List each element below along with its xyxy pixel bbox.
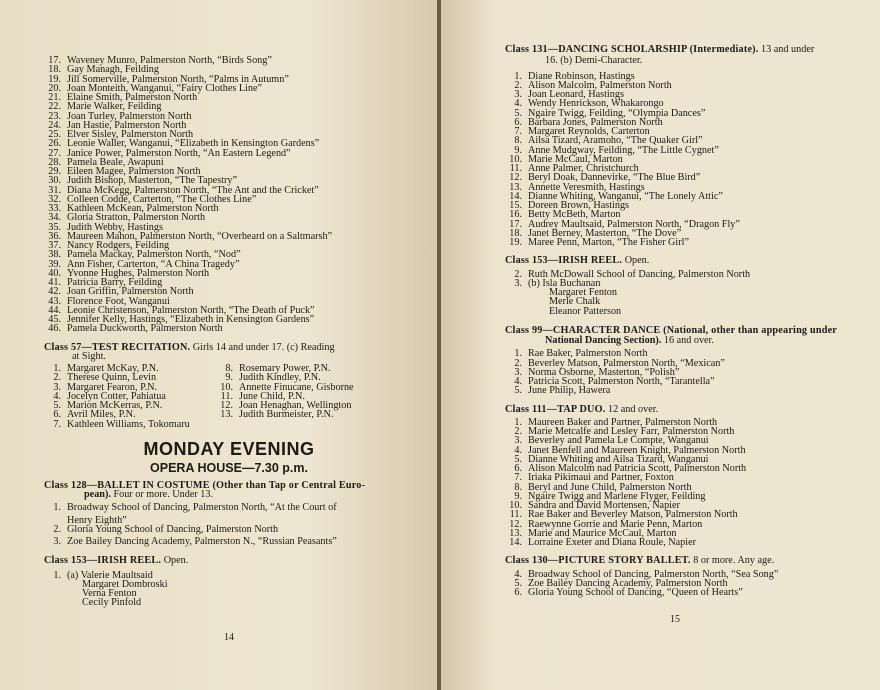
entry-number: 21. [48,92,61,103]
entry-text: Pamela Duckworth, Palmerston North [67,323,223,335]
class-57-col1 [44,364,216,429]
entry-number: 29. [48,166,61,177]
entry-number: 25. [48,129,61,140]
entry-text: Joan Turley, Palmerston North [67,110,192,122]
entry-number: 30. [48,175,61,187]
entry-text: Patricia Scott, Palmerston North, “Tarantella” [528,376,715,387]
class-111-list [505,418,875,548]
sub-entrant: Margaret Dombroski [82,578,168,590]
entry-number: 1. [514,348,522,360]
right-column [505,45,875,597]
entry-text: Gloria Young School of Dancing, “Queen of Hearts” [528,587,743,598]
entry-number: 1. [53,363,61,374]
entry-number: 31. [48,184,61,196]
entry-text: Leonie Christenson, Palmerston North, “The Death of Puck” [67,304,315,316]
class-153-title: Class 153—IRISH REEL. [44,555,162,567]
entry-number: 34. [48,212,61,224]
entry-number: 28. [48,156,61,168]
list-item [44,420,216,429]
entry-number: 12. [509,518,522,530]
entry-number: 3. [53,381,61,393]
class-131-desc2: 16. (b) Demi-Character. [545,55,643,67]
sub-entrant: Margaret Fenton [549,287,617,298]
entry-text: Joan Griffin, Palmerston North [67,286,194,298]
entry-text: Marie Walker, Feilding [67,101,162,113]
entry-text: Joan Henaghan, Wellington [239,400,352,411]
entry-number: 18. [48,64,61,76]
entry-number: 13. [509,181,522,193]
entry-number: 5. [53,400,61,411]
entry-text: Colleen Codde, Carterton, “The Clothes Line” [67,193,257,205]
entry-text: Marion McKerras, P.N. [67,400,163,411]
entry-text: Marie and Maurice McCaul, Marton [528,527,677,539]
entry-number: 5. [514,453,522,465]
entry-text: Zoe Bailey Dancing Academy, Palmerston N., “Russian Peasants” [67,536,337,547]
entry-text: Judith Kindley, P.N. [239,372,321,384]
entry-text: Broadway School of Dancing, Palmerston North, “At the Court of [67,502,337,514]
class-57-title: Class 57—TEST RECITATION. [44,341,191,353]
list-item [44,503,414,512]
entry-number: 10. [509,153,522,165]
entry-number: 20. [48,82,61,94]
entry-text: Janice Power, Palmerston North, “An Eastern Legend” [67,147,291,159]
entry-text: Norma Osborne, Masterton, “Polish” [528,366,680,378]
class-99-list [505,349,875,395]
list-item [44,537,414,546]
entry-text: Ruth McDowall School of Dancing, Palmerston North [528,268,751,280]
class-131-list [505,72,875,248]
entry-number: 4. [514,376,522,387]
entry-number: 6. [514,587,522,598]
entry-number: 11. [509,509,522,521]
entry-text: Yvonne Hughes, Palmerston North [67,267,210,279]
entry-number: 13. [509,527,522,539]
left-column [44,56,414,608]
entry-text: Dianne Whiting and Ailsa Tizard, Wanganui [528,453,709,465]
sub-entrant: Verna Fenton [82,588,137,599]
entry-text: Margaret Reynolds, Carterton [528,126,650,137]
entry-number: 32. [48,193,61,205]
entry-number: 2. [53,372,61,384]
entry-number: 3. [514,277,522,289]
entry-text: Iriaka Pikimaui and Partner, Foxton [528,472,674,484]
entry-text: Jan Hastie, Palmerston North [67,119,187,131]
entry-text: Beverley Matson, Palmerston North, “Mexican” [528,357,725,369]
entry-number: 12. [220,400,233,411]
entry-text: Lorraine Exeter and Diana Roule, Napier [528,537,697,548]
class-99-desc: 16 and over. [661,335,714,346]
class-111-title: Class 111—TAP DUO. [505,403,606,415]
class-128-list [44,503,414,546]
class-153-subs [44,580,414,608]
entry-text: Diane Robinson, Hastings [528,70,635,82]
entry-text: June Philip, Hawera [528,385,611,397]
entry-number: 6. [53,409,61,421]
entry-text: Janet Berney, Masterton, “The Dove” [528,227,682,239]
entry-number: 16. [509,209,522,221]
entry-text: Gloria Young School of Dancing, Palmerston North [67,523,279,535]
class-57-desc2: at Sight. [72,350,106,362]
entry-text: Anne Mudgway, Feilding, “The Little Cygnet” [528,144,719,156]
entry-text: Florence Foot, Wanganui [67,295,170,307]
class-130-title: Class 130—PICTURE STORY BALLET. [505,555,691,567]
entry-text: Therese Quinn, Levin [67,372,157,384]
entry-text: Alison Malcolm nad Patricia Scott, Palmerston North [528,463,747,474]
entry-number: 19. [48,73,61,85]
entry-text: Elaine Smith, Palmerston North [67,92,198,103]
entry-number: 42. [48,286,61,298]
entry-number: 5. [514,107,522,119]
entry-number: 3. [53,536,61,547]
entry-number: 3. [514,435,522,447]
entry-text: Judith Bishop, Masterton, “The Tapestry” [67,175,237,187]
entry-number: 41. [48,277,61,288]
entry-number: 36. [48,230,61,242]
entry-text: Diana McKegg, Palmerston North, “The Ant and the Cricket” [67,184,319,196]
class-130-header [505,556,875,565]
entry-text: Joan Leonard, Hastings [528,89,624,100]
entry-text: Rae Baker and Beverley Matson, Palmerston North [528,509,738,521]
class-57-col2 [216,364,354,429]
entry-text: Ailsa Tizard, Aramoho, “The Quaker Girl” [528,135,703,147]
entry-text: Zoe Bailey Dancing Academy, Palmerston North [528,577,728,589]
entry-number: 35. [48,221,61,233]
entry-text: Annette Finucane, Gisborne [239,381,354,393]
entry-number: 7. [53,418,61,430]
list-item [216,410,354,419]
entry-text: Doreen Brown, Hastings [528,200,630,211]
class-99-header2 [505,336,875,345]
entry-text: Judith Burmeister, P.N. [239,409,334,421]
class-131-desc: 13 and under [758,44,815,55]
entry-number: 9. [514,144,522,156]
entry-text: Rosemary Power, P.N. [239,363,331,374]
entry-text: Pamela Mackay, Palmerston North, “Nod” [67,249,241,261]
entry-number: 7. [514,126,522,137]
list-item [505,538,875,547]
entry-number: 8. [514,481,522,493]
entry-text: Elver Sisley, Palmerston North [67,129,194,140]
entry-number: 12. [509,172,522,184]
entry-number: 9. [225,372,233,384]
entry-number: 5. [514,385,522,397]
entry-text: Kathleen Williams, Tokomaru [67,418,190,430]
entry-number: 6. [514,116,522,128]
entry-text: Broadway School of Dancing, Palmerston North, “Sea Song” [528,568,779,580]
entry-number: 39. [48,258,61,270]
entry-number: 27. [48,147,61,159]
entry-number: 45. [48,314,61,325]
entry-text: Joan Monteith, Wanganui, “Fairy Clothes Line” [67,82,263,94]
entry-text: Anne Palmer, Christchurch [528,163,639,174]
entry-text: Ngaire Twigg and Marlene Flyger, Feilding [528,490,706,502]
entry-number: 10. [509,500,522,511]
entry-text: Beryl Doak, Dannevirke, “The Blue Bird” [528,172,701,184]
entry-text: Maureen Baker and Partner, Palmerston North [528,416,718,428]
sub-entrant: Eleanor Patterson [549,305,622,317]
entry-number: 19. [509,237,522,248]
entry-text: Wendy Henrickson, Whakarongo [528,98,664,110]
entry-text: Eileen Magee, Palmerston North [67,166,201,177]
entry-text: Jocelyn Cotter, Pahiatua [67,390,166,402]
class-131-header [505,45,875,54]
sub-entrant: Merle Chalk [549,296,601,308]
entry-text: Alison Malcolm, Palmerston North [528,79,672,91]
entry-number: 40. [48,267,61,279]
entrant-list [44,56,414,334]
page-number: 14 [224,632,234,643]
entry-number: 18. [509,227,522,239]
entry-number: 3. [514,89,522,100]
class-130-list [505,570,875,598]
entry-text: Ngaire Twigg, Feilding, “Olympia Dances” [528,107,706,119]
entry-text: Dianne Whiting, Wanganui, “The Lonely Attic” [528,190,723,202]
class-99-header [505,326,875,335]
entry-text: Marie McCaul, Marton [528,153,623,165]
entry-number: 24. [48,119,61,131]
entry-text: Margaret Fearon, P.N. [67,381,158,393]
entry-text: (a) Valerie Maultsaid [67,569,153,581]
entry-text: Betty McBeth, Marton [528,209,621,221]
entry-text: Avril Miles, P.N. [67,409,136,421]
class-128-title2: pean). [84,489,111,500]
entry-number: 9. [514,490,522,502]
page-number: 15 [670,614,680,625]
monday-evening-heading: MONDAY EVENING [143,438,315,459]
class-131-title: Class 131—DANCING SCHOLARSHIP (Intermediate). [505,44,759,55]
entry-text: Kathleen McKean, Palmerston North [67,203,219,214]
entry-text: Gloria Stratton, Palmerston North [67,212,206,224]
entry-text: June Child, P.N. [239,390,305,402]
entry-number: 2. [53,523,61,535]
entry-number: 4. [514,98,522,110]
class-128-title: Class 128—BALLET IN COSTUME (Other than Tap or Central Euro- [44,479,366,491]
list-item [505,238,875,247]
opera-house-heading: OPERA HOUSE—7.30 p.m. [150,460,308,475]
list-item [505,386,875,395]
class-111-header [505,405,875,414]
entry-number: 13. [220,409,233,421]
class-130-desc: 8 or more. Any age. [690,555,775,567]
entry-number: 6. [514,463,522,474]
entry-number: 4. [514,568,522,580]
entry-number: 23. [48,110,61,122]
entry-text: Jill Somerville, Palmerston North, “Palms in Autumn” [67,73,289,85]
entry-number: 17. [48,55,61,66]
entry-text: (b) Isla Buchanan [528,277,601,289]
entry-text: Nancy Rodgers, Feilding [67,240,170,251]
entry-number: 5. [514,577,522,589]
entry-number: 4. [514,444,522,456]
entry-text: Beryl and June Child, Palmerston North [528,481,692,493]
entry-text: Sandra and David Mortensen, Napier [528,500,680,511]
entry-number: 2. [514,426,522,437]
entry-text: Judith Webby, Hastings [67,221,163,233]
entry-number: 17. [509,218,522,230]
entry-text: Marie Metcalfe and Lesley Farr, Palmerston North [528,426,735,437]
class-57-columns [44,364,414,429]
entry-number: 1. [514,416,522,428]
left-page [0,0,439,690]
entry-text: Leonie Waller, Wanganui, “Elizabeth in Kensington Gardens” [67,138,320,150]
entry-number: 11. [509,163,522,174]
entry-continuation: Henry Eighth” [67,514,127,526]
class-153-header [44,556,414,565]
entry-text: Margaret McKay, P.N. [67,363,159,374]
class-153r-header [505,256,875,265]
entry-number: 43. [48,295,61,307]
entry-text: Beverley and Pamela Le Compte, Wanganui [528,435,709,447]
class-153r-title: Class 153—IRISH REEL. [505,255,623,267]
entry-number: 33. [48,203,61,214]
entry-text: Pamela Beale, Awapuni [67,156,164,168]
entry-number: 2. [514,268,522,280]
entry-text: Raewynne Gorrie and Marie Penn, Marton [528,518,703,530]
entry-number: 1. [514,70,522,82]
entry-text: Janet Benfell and Maureen Knight, Palmerston North [528,444,746,456]
class-99-title: Class 99—CHARACTER DANCE (National, other than appearing under [505,324,838,336]
class-153r-desc: Open. [622,255,650,267]
entry-text: Audrey Maultsaid, Palmerston North, “Dragon Fly” [528,218,740,230]
class-153r-list [505,270,875,316]
entry-number: 7. [514,472,522,484]
entry-text: Maureen Mahon, Palmerston North, “Overheard on a Saltmarsh” [67,230,333,242]
entry-number: 8. [514,135,522,147]
list-item [44,324,414,333]
class-99-title2: National Dancing Section). [545,335,662,346]
class-153-desc: Open. [161,555,189,567]
entry-number: 4. [53,390,61,402]
sub-entrant: Cecily Pinfold [82,597,142,609]
entry-number: 37. [48,240,61,251]
entry-number: 14. [509,190,522,202]
entry-text: Annette Veresmith, Hastings [528,181,645,193]
entry-number: 8. [225,363,233,374]
entry-number: 44. [48,304,61,316]
entry-number: 10. [220,381,233,393]
entry-number: 15. [509,200,522,211]
list-item [44,525,414,534]
class-128-desc: Four or more. Under 13. [110,489,214,500]
entry-number: 11. [220,390,233,402]
entry-text: Waveney Munro, Palmerston North, “Birds Song” [67,55,272,66]
entry-text: Jennifer Kelly, Hastings, “Elizabeth in Kensington Gardens” [67,314,315,325]
entry-text: Gay Managh, Feilding [67,64,159,76]
class-128-header2 [44,490,414,499]
entry-number: 22. [48,101,61,113]
entry-number: 2. [514,79,522,91]
entry-number: 38. [48,249,61,261]
entry-text: Rae Baker, Palmerston North [528,348,648,360]
entry-text: Maree Penn, Marton, “The Fisher Girl” [528,237,689,248]
entry-number: 26. [48,138,61,150]
list-item [505,588,875,597]
right-page [441,0,880,690]
entry-number: 46. [48,323,61,335]
entry-text: Patricia Barry, Feilding [67,277,163,288]
entry-number: 1. [53,502,61,514]
class-57-desc: Girls 14 and under 17. (c) Reading [190,341,335,353]
entry-number: 3. [514,366,522,378]
entry-text: Ann Fisher, Carterton, “A China Tragedy” [67,258,240,270]
class-111-desc: 12 and over. [605,403,659,415]
entry-number: 14. [509,537,522,548]
entry-number: 1. [53,569,61,581]
entry-text: Barbara Jones, Palmerston North [528,116,663,128]
entry-number: 2. [514,357,522,369]
